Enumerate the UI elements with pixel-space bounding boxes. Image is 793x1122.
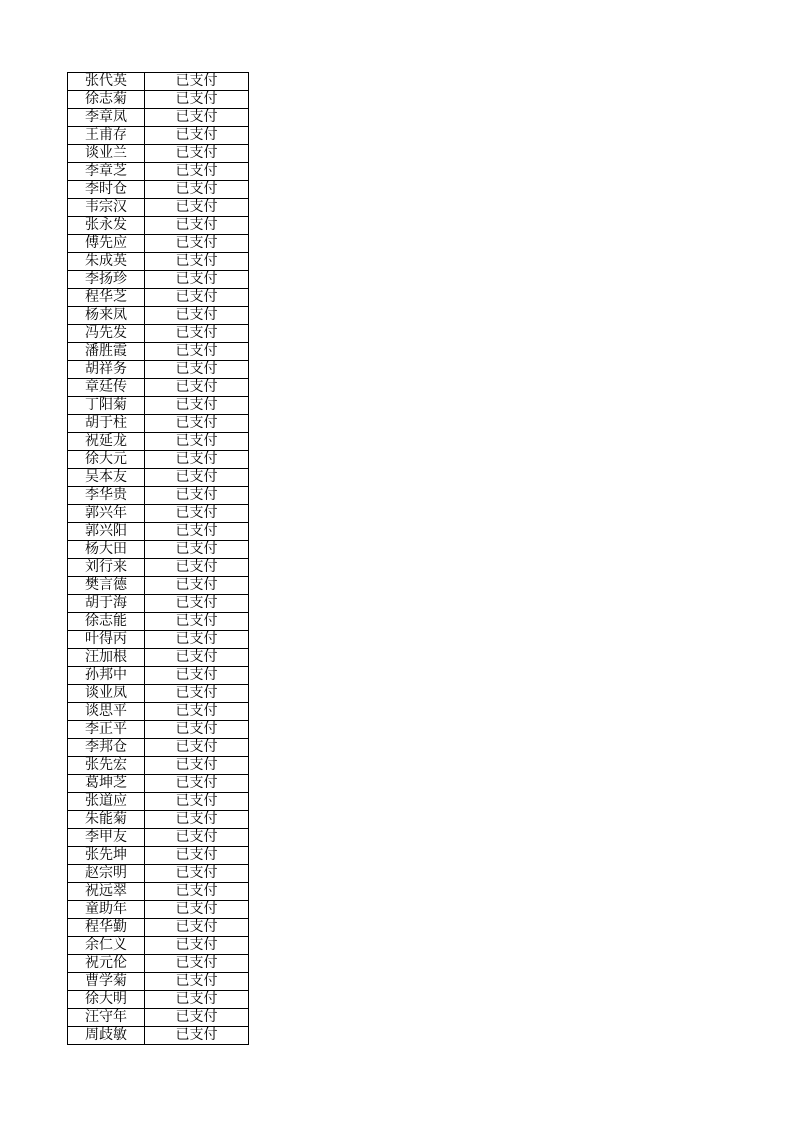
name-cell: 李时仓	[68, 181, 145, 199]
name-cell: 张先宏	[68, 757, 145, 775]
table-row	[68, 829, 249, 847]
name-cell: 曹学菊	[68, 973, 145, 991]
payment-status-cell: 已支付	[145, 811, 249, 829]
payment-status-cell: 已支付	[145, 91, 249, 109]
payment-status-cell: 已支付	[145, 883, 249, 901]
payment-status-cell: 已支付	[145, 397, 249, 415]
table-row	[68, 199, 249, 217]
payment-status-cell: 已支付	[145, 685, 249, 703]
payment-status-cell: 已支付	[145, 145, 249, 163]
name-cell: 胡于海	[68, 595, 145, 613]
table-row	[68, 415, 249, 433]
table-row	[68, 325, 249, 343]
payment-status-cell: 已支付	[145, 253, 249, 271]
name-cell: 赵宗明	[68, 865, 145, 883]
table-row	[68, 217, 249, 235]
payment-status-cell: 已支付	[145, 523, 249, 541]
payment-status-cell: 已支付	[145, 919, 249, 937]
payment-status-cell: 已支付	[145, 901, 249, 919]
payment-status-cell: 已支付	[145, 973, 249, 991]
table-row	[68, 145, 249, 163]
payment-status-cell: 已支付	[145, 487, 249, 505]
name-cell: 胡祥务	[68, 361, 145, 379]
payment-status-cell: 已支付	[145, 469, 249, 487]
name-cell: 汪守年	[68, 1009, 145, 1027]
table-row	[68, 181, 249, 199]
table-row	[68, 613, 249, 631]
payment-status-cell: 已支付	[145, 1027, 249, 1045]
name-cell: 朱能菊	[68, 811, 145, 829]
payment-status-cell: 已支付	[145, 847, 249, 865]
payment-table	[67, 72, 249, 1045]
name-cell: 潘胜霞	[68, 343, 145, 361]
payment-status-cell: 已支付	[145, 793, 249, 811]
payment-status-cell: 已支付	[145, 649, 249, 667]
payment-status-cell: 已支付	[145, 775, 249, 793]
payment-status-cell: 已支付	[145, 541, 249, 559]
payment-status-cell: 已支付	[145, 955, 249, 973]
table-row	[68, 1027, 249, 1045]
name-cell: 徐志菊	[68, 91, 145, 109]
name-cell: 刘行来	[68, 559, 145, 577]
payment-status-cell: 已支付	[145, 289, 249, 307]
payment-status-cell: 已支付	[145, 433, 249, 451]
name-cell: 祝元伦	[68, 955, 145, 973]
name-cell: 李扬珍	[68, 271, 145, 289]
name-cell: 张先坤	[68, 847, 145, 865]
table-row	[68, 847, 249, 865]
table-row	[68, 91, 249, 109]
table-row	[68, 433, 249, 451]
name-cell: 谈业凤	[68, 685, 145, 703]
payment-status-cell: 已支付	[145, 991, 249, 1009]
name-cell: 郭兴年	[68, 505, 145, 523]
payment-status-cell: 已支付	[145, 271, 249, 289]
table-row	[68, 541, 249, 559]
payment-status-cell: 已支付	[145, 757, 249, 775]
table-row	[68, 271, 249, 289]
payment-status-cell: 已支付	[145, 451, 249, 469]
name-cell: 樊言德	[68, 577, 145, 595]
name-cell: 李华贵	[68, 487, 145, 505]
table-row	[68, 1009, 249, 1027]
name-cell: 徐志能	[68, 613, 145, 631]
payment-status-cell: 已支付	[145, 613, 249, 631]
table-row	[68, 163, 249, 181]
table-row	[68, 649, 249, 667]
name-cell: 朱成英	[68, 253, 145, 271]
table-row	[68, 595, 249, 613]
table-row	[68, 559, 249, 577]
payment-status-cell: 已支付	[145, 361, 249, 379]
payment-status-cell: 已支付	[145, 109, 249, 127]
table-row	[68, 901, 249, 919]
name-cell: 张代英	[68, 73, 145, 91]
payment-status-cell: 已支付	[145, 181, 249, 199]
name-cell: 傅先应	[68, 235, 145, 253]
table-row	[68, 397, 249, 415]
name-cell: 李正平	[68, 721, 145, 739]
payment-status-cell: 已支付	[145, 415, 249, 433]
payment-status-cell: 已支付	[145, 865, 249, 883]
payment-status-cell: 已支付	[145, 703, 249, 721]
name-cell: 谈业兰	[68, 145, 145, 163]
table-row	[68, 127, 249, 145]
name-cell: 徐大明	[68, 991, 145, 1009]
name-cell: 汪加根	[68, 649, 145, 667]
payment-status-cell: 已支付	[145, 937, 249, 955]
name-cell: 李甲友	[68, 829, 145, 847]
payment-status-cell: 已支付	[145, 577, 249, 595]
table-row	[68, 793, 249, 811]
payment-status-cell: 已支付	[145, 721, 249, 739]
name-cell: 徐大元	[68, 451, 145, 469]
payment-status-cell: 已支付	[145, 379, 249, 397]
payment-status-cell: 已支付	[145, 127, 249, 145]
name-cell: 祝延龙	[68, 433, 145, 451]
table-row	[68, 703, 249, 721]
name-cell: 童助年	[68, 901, 145, 919]
payment-status-cell: 已支付	[145, 739, 249, 757]
name-cell: 叶得丙	[68, 631, 145, 649]
name-cell: 王甫存	[68, 127, 145, 145]
table-row	[68, 451, 249, 469]
name-cell: 张道应	[68, 793, 145, 811]
table-row	[68, 487, 249, 505]
table-row	[68, 379, 249, 397]
name-cell: 程华芝	[68, 289, 145, 307]
name-cell: 李章芝	[68, 163, 145, 181]
payment-status-cell: 已支付	[145, 829, 249, 847]
payment-status-cell: 已支付	[145, 1009, 249, 1027]
table-row	[68, 577, 249, 595]
table-row	[68, 343, 249, 361]
name-cell: 郭兴阳	[68, 523, 145, 541]
name-cell: 余仁义	[68, 937, 145, 955]
payment-status-cell: 已支付	[145, 73, 249, 91]
name-cell: 韦宗汉	[68, 199, 145, 217]
name-cell: 李邦仓	[68, 739, 145, 757]
name-cell: 谈思平	[68, 703, 145, 721]
payment-status-cell: 已支付	[145, 217, 249, 235]
table-row	[68, 505, 249, 523]
table-row	[68, 307, 249, 325]
table-row	[68, 361, 249, 379]
table-row	[68, 757, 249, 775]
name-cell: 胡于柱	[68, 415, 145, 433]
table-row	[68, 865, 249, 883]
payment-status-cell: 已支付	[145, 325, 249, 343]
table-row	[68, 469, 249, 487]
name-cell: 杨大田	[68, 541, 145, 559]
payment-status-cell: 已支付	[145, 163, 249, 181]
payment-status-cell: 已支付	[145, 505, 249, 523]
name-cell: 章廷传	[68, 379, 145, 397]
payment-status-cell: 已支付	[145, 199, 249, 217]
name-cell: 杨来凤	[68, 307, 145, 325]
payment-status-cell: 已支付	[145, 559, 249, 577]
name-cell: 张永发	[68, 217, 145, 235]
table-row	[68, 739, 249, 757]
table-row	[68, 775, 249, 793]
name-cell: 吴本友	[68, 469, 145, 487]
name-cell: 丁阳菊	[68, 397, 145, 415]
table-row	[68, 919, 249, 937]
payment-status-cell: 已支付	[145, 235, 249, 253]
table-row	[68, 631, 249, 649]
payment-status-cell: 已支付	[145, 595, 249, 613]
table-row	[68, 973, 249, 991]
payment-status-cell: 已支付	[145, 343, 249, 361]
table-row	[68, 721, 249, 739]
table-row	[68, 883, 249, 901]
table-row	[68, 667, 249, 685]
payment-status-cell: 已支付	[145, 631, 249, 649]
table-row	[68, 991, 249, 1009]
table-row	[68, 235, 249, 253]
table-row	[68, 523, 249, 541]
table-row	[68, 109, 249, 127]
payment-status-cell: 已支付	[145, 307, 249, 325]
payment-table-body	[68, 73, 249, 1045]
table-row	[68, 685, 249, 703]
payment-status-cell: 已支付	[145, 667, 249, 685]
name-cell: 葛坤芝	[68, 775, 145, 793]
name-cell: 孙邦中	[68, 667, 145, 685]
table-row	[68, 937, 249, 955]
table-row	[68, 253, 249, 271]
name-cell: 李章凤	[68, 109, 145, 127]
table-row	[68, 73, 249, 91]
table-row	[68, 289, 249, 307]
name-cell: 周歧敏	[68, 1027, 145, 1045]
name-cell: 祝远翠	[68, 883, 145, 901]
table-row	[68, 955, 249, 973]
table-row	[68, 811, 249, 829]
name-cell: 冯先发	[68, 325, 145, 343]
name-cell: 程华勤	[68, 919, 145, 937]
